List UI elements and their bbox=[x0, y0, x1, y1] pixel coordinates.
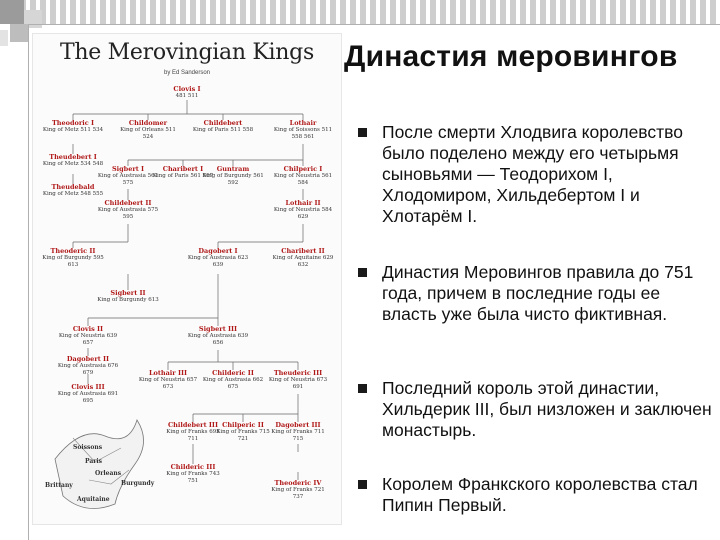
map-label: Aquitaine bbox=[77, 496, 110, 503]
king-name: Chilperic II bbox=[222, 421, 264, 429]
king-name: Theodoric I bbox=[51, 119, 95, 127]
king-details: King of Metz 548 555 bbox=[42, 191, 104, 197]
family-tree-node bbox=[271, 166, 335, 187]
king-details: King of Franks 743 751 bbox=[166, 471, 220, 484]
bullet-square-icon bbox=[358, 268, 367, 277]
family-tree-node bbox=[56, 326, 120, 347]
king-name: Charibert II bbox=[281, 247, 325, 255]
king-details: King of Neustria 584 629 bbox=[273, 207, 333, 220]
king-details: King of Burgundy 561 592 bbox=[202, 173, 264, 186]
king-name: Childeric II bbox=[212, 369, 254, 377]
king-details: King of Austrasia 676 679 bbox=[57, 363, 119, 376]
map-label: Burgundy bbox=[121, 480, 155, 487]
family-tree-node bbox=[211, 422, 275, 443]
king-name: Lothair bbox=[289, 119, 317, 127]
king-name: Charibert I bbox=[162, 165, 204, 173]
king-name: Chilperic I bbox=[283, 165, 323, 173]
king-name: Theudebert I bbox=[49, 153, 97, 161]
family-tree-node bbox=[155, 86, 219, 100]
family-tree-node bbox=[136, 370, 200, 391]
king-name: Clovis III bbox=[71, 383, 105, 391]
king-details: King of Austrasia 662 675 bbox=[202, 377, 264, 390]
king-details: King of Burgundy 613 bbox=[97, 297, 159, 303]
family-tree-node bbox=[116, 120, 180, 141]
king-name: Theudebald bbox=[51, 183, 95, 191]
family-tree-byline: by Ed Sanderson bbox=[163, 70, 211, 76]
king-details: King of Neustria 561 584 bbox=[273, 173, 333, 186]
slide-title: Династия меровингов bbox=[344, 40, 678, 73]
king-name: Lothair II bbox=[285, 199, 321, 207]
king-details: King of Burgundy 595 613 bbox=[42, 255, 104, 268]
king-name: Childebert bbox=[203, 119, 243, 127]
family-tree-node bbox=[271, 248, 335, 269]
family-tree-node bbox=[266, 370, 330, 391]
king-name: Theuderic III bbox=[273, 369, 323, 377]
family-tree-node bbox=[266, 422, 330, 443]
king-name: Sigbert I bbox=[111, 165, 145, 173]
king-name: Childebert III bbox=[167, 421, 218, 429]
merovingian-family-tree-image bbox=[32, 33, 342, 525]
bullet-text: После смерти Хлодвига королевство было поделено между его четырьмя сыновьями — Теодорихом I, Хлодомиром, Хильдебертом I и Хлотарём I. bbox=[382, 122, 683, 226]
decorative-horizontal-line bbox=[28, 24, 720, 25]
king-details: King of Franks 715 721 bbox=[216, 429, 270, 442]
family-tree-node bbox=[96, 200, 160, 221]
map-label: Paris bbox=[85, 458, 103, 465]
map-label: Orleans bbox=[95, 470, 122, 477]
king-details: King of Aquitaine 629 632 bbox=[272, 255, 334, 268]
king-name: Lothair III bbox=[148, 369, 188, 377]
king-name: Childomer bbox=[128, 119, 168, 127]
king-details: King of Austrasia 691 695 bbox=[57, 391, 119, 404]
king-details: King of Neustria 657 673 bbox=[138, 377, 198, 390]
king-details: King of Orleans 511 524 bbox=[120, 127, 176, 140]
king-details: King of Neustria 639 657 bbox=[58, 333, 118, 346]
king-details: King of Austrasia 561 575 bbox=[97, 173, 159, 186]
family-tree-node bbox=[266, 480, 330, 501]
bullet-square-icon bbox=[358, 384, 367, 393]
king-name: Theoderic II bbox=[50, 247, 96, 255]
family-tree-node bbox=[201, 370, 265, 391]
king-details: King of Austrasia 623 639 bbox=[187, 255, 249, 268]
family-tree-node bbox=[186, 248, 250, 269]
king-details: King of Metz 534 548 bbox=[42, 161, 104, 167]
king-name: Clovis I bbox=[173, 85, 201, 93]
king-details: King of Austrasia 639 656 bbox=[187, 333, 249, 346]
family-tree-node bbox=[41, 248, 105, 269]
king-details: King of Paris 561 567 bbox=[152, 173, 214, 179]
bullet-text: Королем Франкского королевства стал Пипин Первый. bbox=[382, 474, 698, 515]
family-tree-node bbox=[41, 120, 105, 134]
bullet-text: Последний король этой династии, Хильдерик III, был низложен и заключен монастырь. bbox=[382, 378, 712, 440]
family-tree-node bbox=[271, 120, 335, 141]
map-label: Brittany bbox=[45, 482, 73, 489]
king-name: Clovis II bbox=[72, 325, 104, 333]
king-name: Dagobert III bbox=[275, 421, 321, 429]
bullet-square-icon bbox=[358, 480, 367, 489]
king-details: King of Austrasia 575 595 bbox=[97, 207, 159, 220]
family-tree-node bbox=[56, 356, 120, 377]
king-details: King of Soissons 511 558 561 bbox=[273, 127, 333, 140]
family-tree-title: The Merovingian Kings bbox=[60, 40, 314, 65]
family-tree-node bbox=[191, 120, 255, 134]
king-details: King of Neustria 673 691 bbox=[268, 377, 328, 390]
king-name: Sigbert II bbox=[110, 289, 146, 297]
family-tree-node bbox=[186, 326, 250, 347]
king-name: Childebert II bbox=[104, 199, 152, 207]
king-name: Sigbert III bbox=[198, 325, 238, 333]
bullet-text: Династия Меровингов правила до 751 года, причем в последние годы ее власть уже была чисто фиктивная. bbox=[382, 262, 694, 324]
king-details: King of Franks 711 715 bbox=[271, 429, 325, 442]
king-details: King of Franks 721 737 bbox=[271, 487, 325, 500]
king-details: 481 511 bbox=[175, 93, 199, 99]
king-name: Guntram bbox=[216, 165, 250, 173]
bullet-square-icon bbox=[358, 128, 367, 137]
family-tree-node bbox=[96, 290, 160, 304]
family-tree-node bbox=[271, 200, 335, 221]
family-tree-node bbox=[161, 464, 225, 485]
family-tree-node bbox=[201, 166, 265, 187]
decorative-top-bar bbox=[0, 0, 720, 24]
map-label: Soissons bbox=[73, 444, 103, 451]
family-tree-node bbox=[41, 184, 105, 198]
king-details: King of Paris 511 558 bbox=[192, 127, 254, 133]
king-name: Childeric III bbox=[170, 463, 216, 471]
king-name: Theoderic IV bbox=[274, 479, 322, 487]
decorative-vertical-line bbox=[28, 24, 29, 540]
king-details: King of Franks 695 711 bbox=[166, 429, 220, 442]
king-name: Dagobert II bbox=[66, 355, 110, 363]
family-tree-node bbox=[56, 384, 120, 405]
king-name: Dagobert I bbox=[198, 247, 238, 255]
king-details: King of Metz 511 534 bbox=[42, 127, 104, 133]
